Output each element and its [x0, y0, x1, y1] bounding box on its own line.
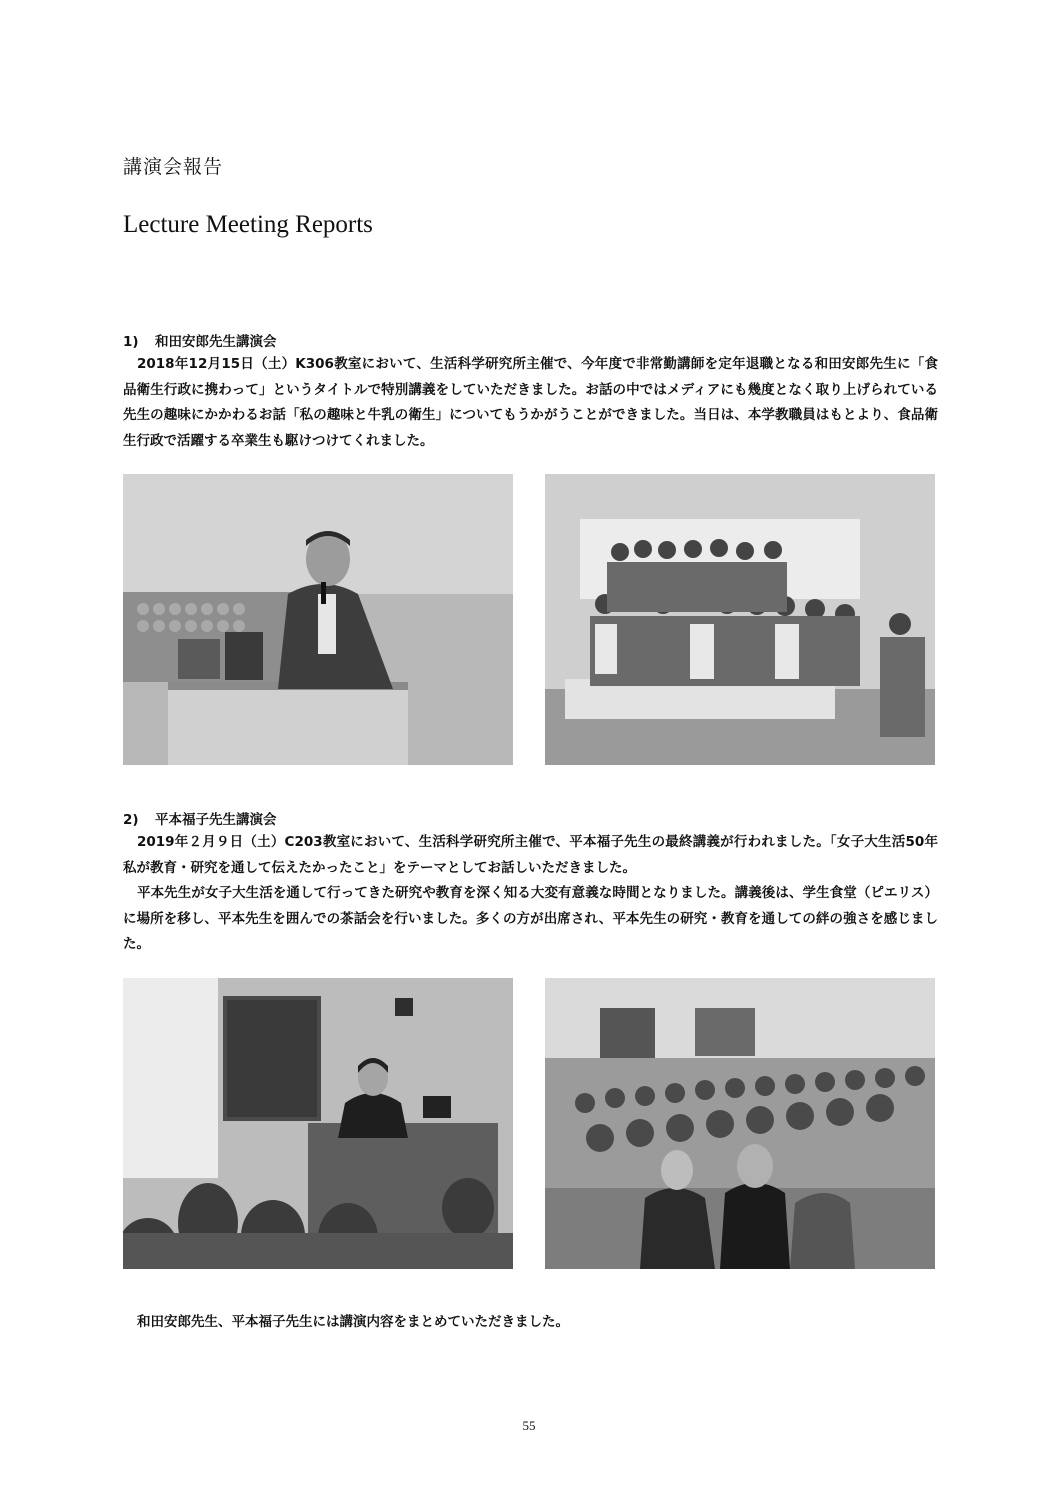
page-number: 55: [522, 1418, 536, 1433]
section-2-paragraph-2: 平本先生が女子大生活を通して行ってきた研究や教育を深く知る大変有意義な時間となりました。講義後は、学生食堂（ピエリス）に場所を移し、平本先生を囲んでの茶話会を行いました。多くの方が出席され、平本先生の研究・教育を通しての絆の強さを感じました。: [123, 885, 938, 952]
section-1-number: 1): [123, 334, 139, 350]
section-2-number: 2): [123, 812, 139, 828]
photo-lecturer-hiramoto-image: [123, 978, 513, 1269]
page-title-jp: 講演会報告: [123, 156, 224, 178]
section-1-paragraph: 2018年12月15日（土）K306教室において、生活科学研究所主催で、今年度で非常勤講師を定年退職となる和田安郎先生に「食品衛生行政に携わって」というタイトルで特別講義をしていただきました。お話の中ではメディアにも幾度となく取り上げられている先生の趣味にかかわるお話「私の趣味と牛乳の衛生」についてもうかがうことができました。当日は、本学教職員はもとより、食品衛生行政で活躍する卒業生も駆けつけてくれました。: [123, 356, 938, 449]
section-2-paragraph-1: 2019年２月９日（土）C203教室において、生活科学研究所主催で、平本福子先生の最終講義が行われました。「女子大生活50年 私が教育・研究を通して伝えたかったこと」をテーマとしてお話しいただきました。: [123, 834, 952, 876]
photo-lecturer-hiramoto: [123, 978, 513, 1269]
section-2-title: 平本福子先生講演会: [155, 812, 277, 828]
section-1-title: 和田安郎先生講演会: [155, 334, 277, 350]
photo-lecturer-wada: [123, 474, 513, 765]
section-1-heading: [123, 330, 277, 350]
photo-audience-hiramoto-image: [545, 978, 935, 1269]
photo-group-wada: [545, 474, 935, 765]
closing-note: 和田安郎先生、平本福子先生には講演内容をまとめていただきました。: [137, 1314, 569, 1330]
page-title-en: Lecture Meeting Reports: [123, 211, 373, 238]
section-2-heading: [123, 808, 277, 828]
photo-group-wada-image: [545, 474, 935, 765]
photo-lecturer-wada-image: [123, 474, 513, 765]
photo-audience-hiramoto: [545, 978, 935, 1269]
